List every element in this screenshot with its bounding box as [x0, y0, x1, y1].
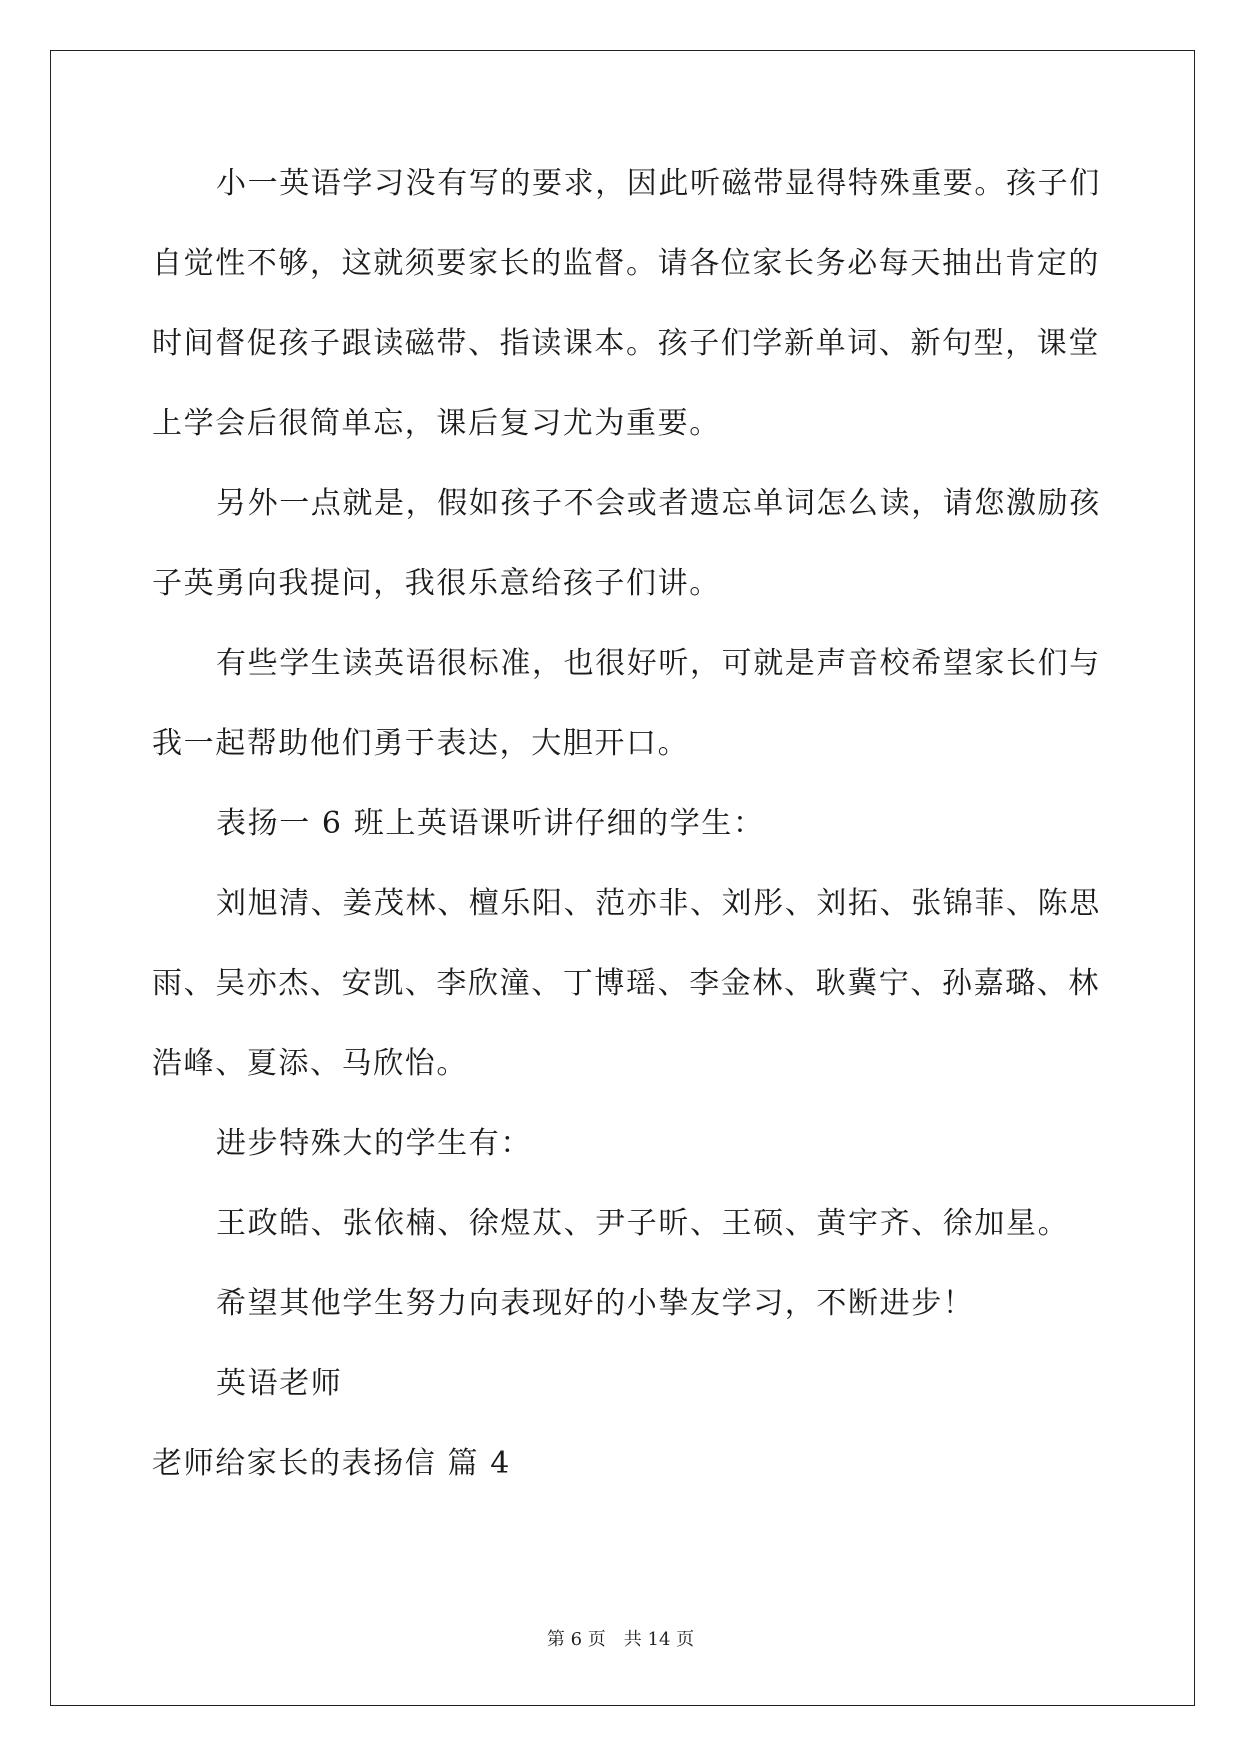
paragraph-5-line-3: 浩峰、夏添、马欣怡。 — [152, 1046, 468, 1081]
paragraph-5-line-2: 雨、吴亦杰、安凯、李欣潼、丁博瑶、李金林、耿冀宁、孙嘉璐、林 — [152, 966, 1100, 1001]
paragraph-3-line-1: 有些学生读英语很标准，也很好听，可就是声音校希望家长们与 — [216, 646, 1101, 681]
paragraph-2-line-1: 另外一点就是，假如孩子不会或者遗忘单词怎么读，请您激励孩 — [216, 486, 1101, 521]
paragraph-1-line-4: 上学会后很简单忘，课后复习尤为重要。 — [152, 406, 721, 441]
paragraph-8-line-1: 希望其他学生努力向表现好的小挚友学习，不断进步！ — [216, 1286, 975, 1321]
paragraph-6-line-1: 进步特殊大的学生有： — [216, 1126, 532, 1161]
paragraph-7-line-1: 王政皓、张依楠、徐煜苁、尹子昕、王硕、黄宇齐、徐加星。 — [216, 1206, 1070, 1241]
paragraph-3-line-2: 我一起帮助他们勇于表达，大胆开口。 — [152, 726, 690, 761]
page-number: 第 6 页 — [546, 1629, 606, 1650]
page-footer — [0, 1628, 1241, 1652]
paragraph-1-line-3: 时间督促孩子跟读磁带、指读课本。孩子们学新单词、新句型，课堂 — [152, 326, 1100, 361]
paragraph-1-line-2: 自觉性不够，这就须要家长的监督。请各位家长务必每天抽出肯定的 — [152, 246, 1100, 281]
paragraph-1-line-1: 小一英语学习没有写的要求，因此听磁带显得特殊重要。孩子们 — [216, 166, 1101, 201]
section-heading: 老师给家长的表扬信 篇 4 — [152, 1446, 511, 1481]
paragraph-5-line-1: 刘旭清、姜茂林、檀乐阳、范亦非、刘彤、刘拓、张锦菲、陈思 — [216, 886, 1101, 921]
signature-line: 英语老师 — [216, 1366, 343, 1401]
paragraph-4-line-1: 表扬一 6 班上英语课听讲仔细的学生： — [216, 806, 765, 841]
page-total: 共 14 页 — [623, 1629, 695, 1650]
paragraph-2-line-2: 子英勇向我提问，我很乐意给孩子们讲。 — [152, 566, 721, 601]
